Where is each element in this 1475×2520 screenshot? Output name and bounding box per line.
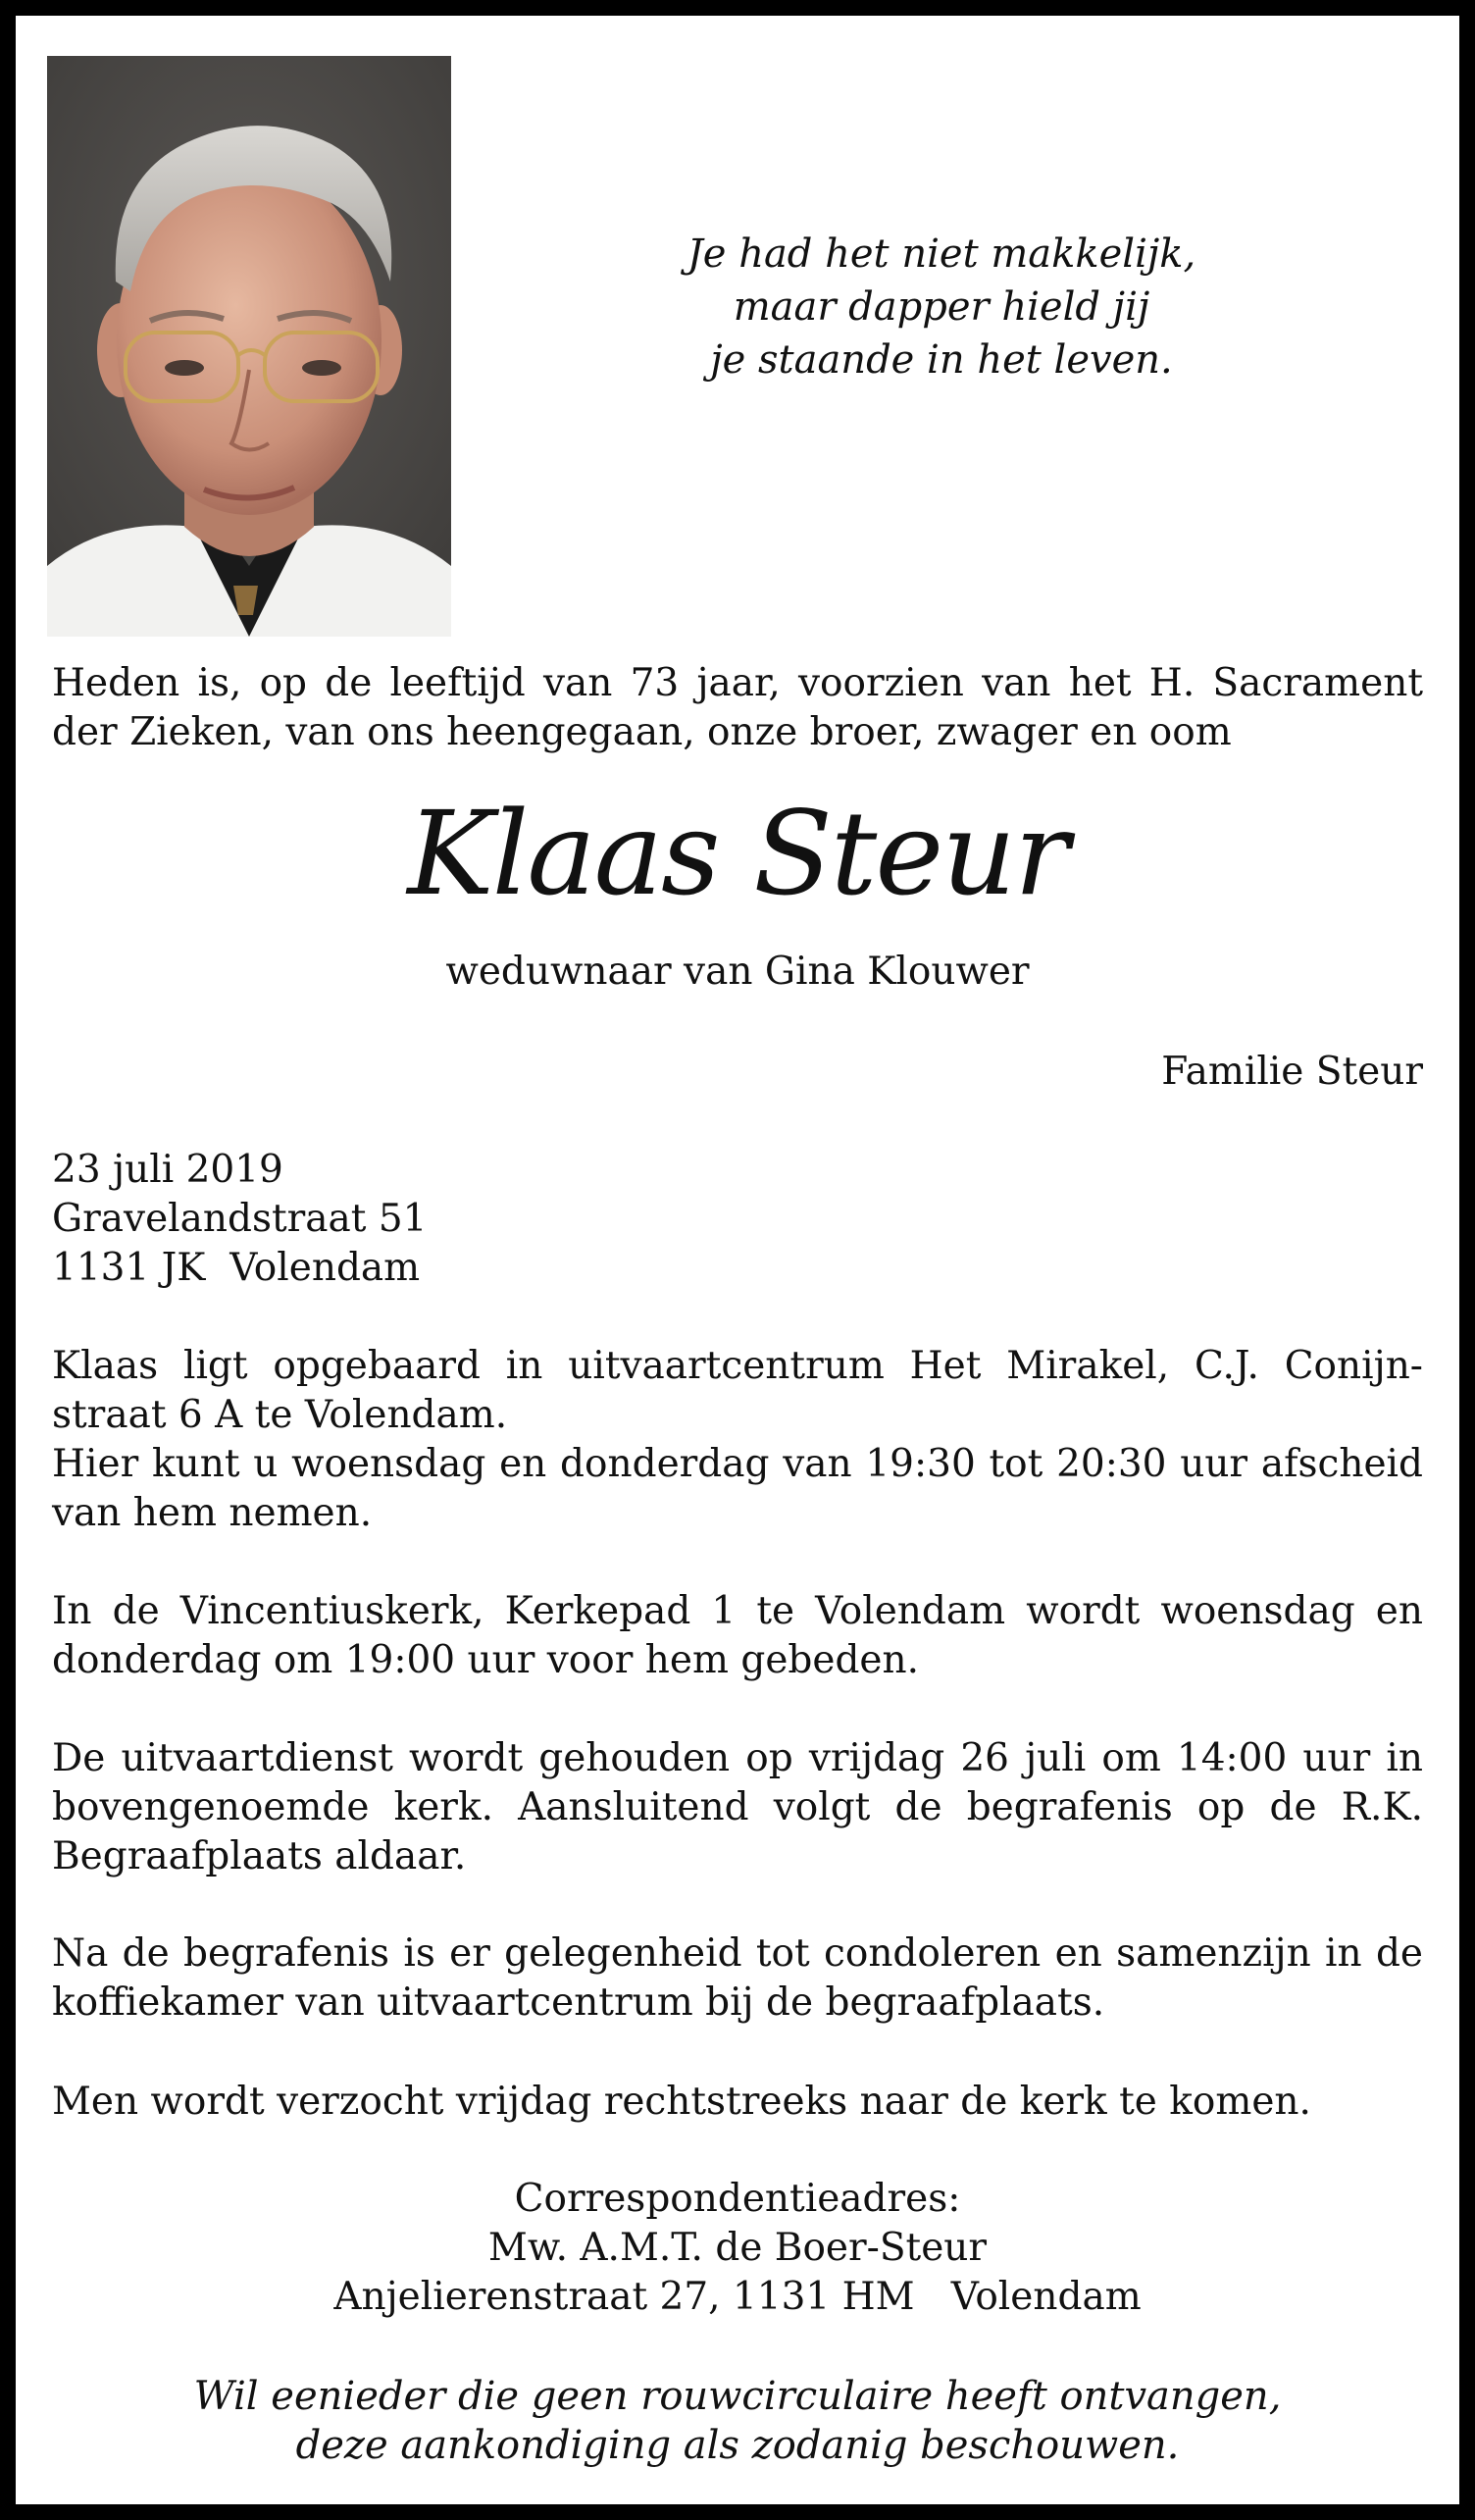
closing-note [0,2372,1475,2470]
paragraph-text: Klaas ligt opgebaard in uitvaartcentrum Het Mirakel, C.J. Conijn-straat 6 A te Volendam. [52,1344,1423,1437]
deceased-subtitle: weduwnaar van Gina Klouwer [445,950,1030,994]
poem-line: Je had het niet makkelijk, [687,231,1196,277]
announcement-date: 23 juli 2019 [52,1148,283,1192]
correspondence-heading: Correspondentieadres: [514,2177,961,2221]
poem-line: maar dapper hield jij [733,284,1150,330]
address-block [52,1146,1423,1293]
address-city: 1131 JK Volendam [52,1246,421,1290]
paragraph-request: Men wordt verzocht vrijdag rechtstreeks naar de kerk te komen. [52,2080,1311,2124]
portrait-photo [47,56,451,637]
poem-line: je staande in het leven. [710,337,1173,383]
correspondence-street: Anjelierenstraat 27, 1131 HM Volendam [333,2275,1142,2319]
paragraph-condolence: Na de begrafenis is er gelegenheid tot condoleren en samenzijn in de koffiekamer van uitvaartcentrum bij de begraafplaats. [52,1931,1423,2025]
closing-line: deze aankondiging als zodanig beschouwen. [295,2423,1180,2468]
correspondence-address [0,2175,1475,2322]
intro-paragraph: Heden is, op de leeftijd van 73 jaar, voorzien van het H. Sacrament der Zieken, van ons heengegaan, onze broer, zwager en oom [52,661,1423,754]
paragraph-funeral: De uitvaartdienst wordt gehouden op vrijdag 26 juli om 14:00 uur in bovengenoemde kerk. Aansluitend volgt de begrafenis op de R.K. Begraafplaats aldaar. [52,1736,1423,1878]
address-street: Gravelandstraat 51 [52,1197,428,1241]
correspondence-name: Mw. A.M.T. de Boer-Steur [487,2226,988,2270]
closing-line: Wil eenieder die geen rouwcirculaire heeft ontvangen, [193,2374,1282,2419]
paragraph-laid-out [52,1342,1423,1538]
paragraph-text: Hier kunt u woensdag en donderdag van 19:30 tot 20:30 uur afscheid van hem nemen. [52,1442,1423,1535]
deceased-name: Klaas Steur [407,786,1068,921]
paragraph-prayer: In de Vincentiuskerk, Kerkepad 1 te Volendam wordt woensdag en donderdag om 19:00 uur voor hem gebeden. [52,1589,1423,1682]
family-signature: Familie Steur [1161,1050,1423,1094]
opening-poem [451,228,1432,386]
